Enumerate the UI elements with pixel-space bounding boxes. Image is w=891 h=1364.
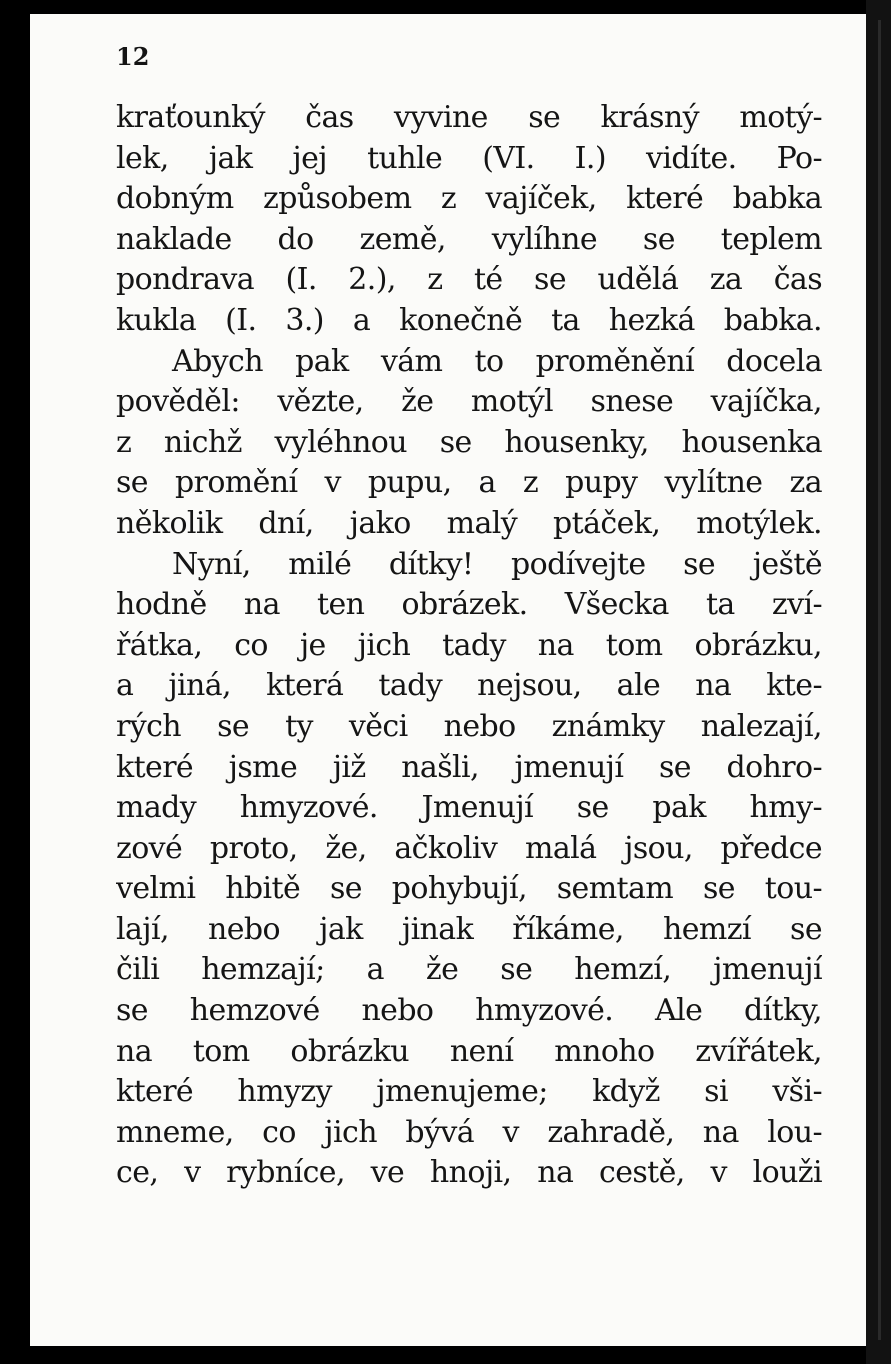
text-line: velmi hbitě se pohybují, semtam se tou- xyxy=(116,871,822,907)
text-line: se promění v pupu, a z pupy vylítne za xyxy=(116,465,822,501)
page-edge-shadow xyxy=(866,0,891,1364)
text-line: několik dní, jako malý ptáček, motýlek. xyxy=(116,505,822,541)
text-line: na tom obrázku není mnoho zvířátek, xyxy=(116,1033,822,1069)
text-line: rých se ty věci nebo známky nalezají, xyxy=(116,708,822,744)
text-line: Nyní, milé dítky! podívejte se ještě xyxy=(172,546,822,582)
text-line: kukla (I. 3.) a konečně ta hezká babka. xyxy=(116,302,822,338)
text-line: které hmyzy jmenujeme; když si vši- xyxy=(116,1074,822,1110)
text-line: ce, v rybníce, ve hnoji, na cestě, v louži xyxy=(116,1155,822,1191)
text-line: naklade do země, vylíhne se teplem xyxy=(116,221,822,257)
book-page xyxy=(30,14,866,1346)
text-line: čili hemzají; a že se hemzí, jmenují xyxy=(116,952,822,988)
text-line: dobným způsobem z vajíček, které babka xyxy=(116,181,822,217)
page-number: 12 xyxy=(116,42,150,71)
text-line: se hemzové nebo hmyzové. Ale dítky, xyxy=(116,993,822,1029)
text-line: hodně na ten obrázek. Všecka ta zví- xyxy=(116,587,822,623)
text-line: lají, nebo jak jinak říkáme, hemzí se xyxy=(116,911,822,947)
text-line: z nichž vyléhnou se housenky, housenka xyxy=(116,424,822,460)
text-line: mady hmyzové. Jmenují se pak hmy- xyxy=(116,790,822,826)
page-edge-line xyxy=(878,20,881,1340)
text-line: pondrava (I. 2.), z té se udělá za čas xyxy=(116,262,822,298)
text-line: mneme, co jich bývá v zahradě, na lou- xyxy=(116,1114,822,1150)
text-line: Abych pak vám to proměnění docela xyxy=(172,343,822,379)
text-line: které jsme již našli, jmenují se dohro- xyxy=(116,749,822,785)
text-line: a jiná, která tady nejsou, ale na kte- xyxy=(116,668,822,704)
text-line: řátka, co je jich tady na tom obrázku, xyxy=(116,627,822,663)
text-line: kraťounký čas vyvine se krásný motý- xyxy=(116,100,822,135)
text-line: pověděl: vězte, že motýl snese vajíčka, xyxy=(116,384,822,420)
text-line: zové proto, že, ačkoliv malá jsou, předce xyxy=(116,830,822,866)
text-line: lek, jak jej tuhle (VI. I.) vidíte. Po- xyxy=(116,140,822,176)
body-text xyxy=(116,98,822,1194)
